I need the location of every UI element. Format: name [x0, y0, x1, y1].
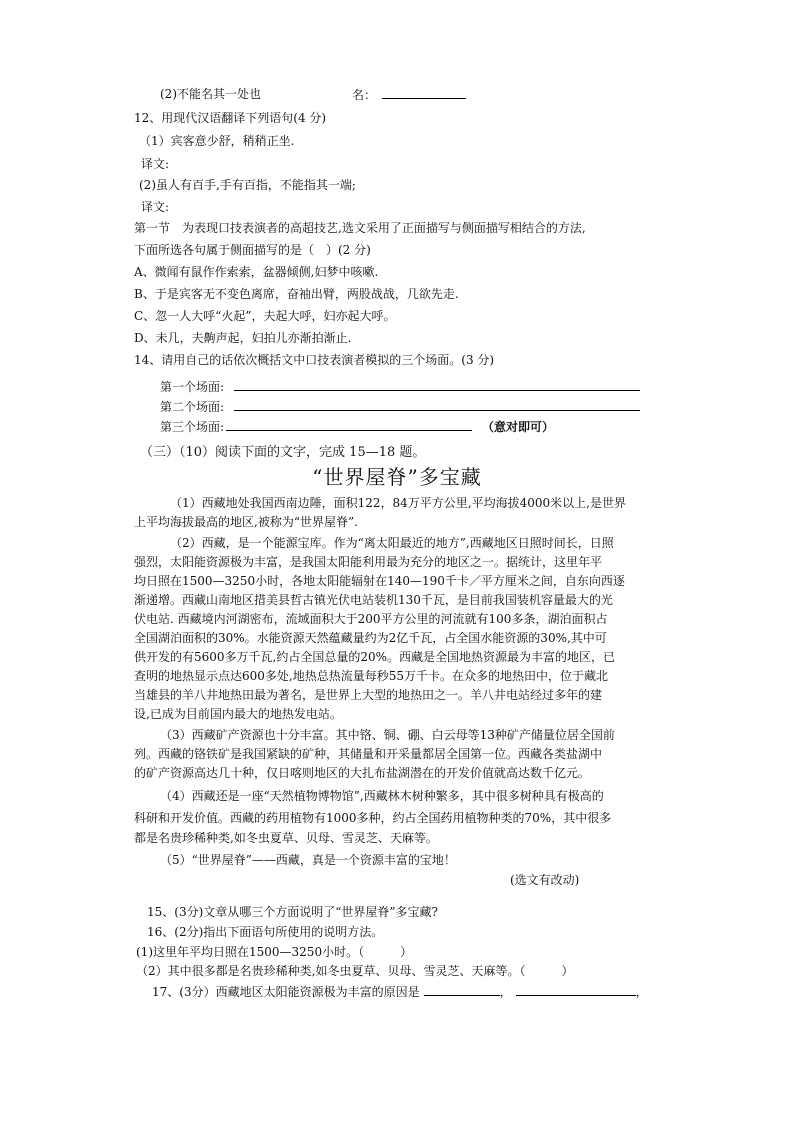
q16-stem: 16、(2分)指出下面语句所使用的说明方法。	[147, 925, 384, 939]
q13-option-d: D、未几，夫齁声起，妇拍儿亦渐拍渐止.	[134, 331, 352, 345]
q14-scene-3-label: 第三个场面:	[160, 420, 225, 434]
article-p2-line: 当雄县的羊八井地热田最为著名，是世界上大型的地热田之一。羊八井电站经过多年的建	[134, 688, 603, 702]
q13-option-b: B、于是宾客无不变色离席，奋袖出臂，两股战战，几欲先走.	[134, 287, 459, 301]
q13-stem-line1: 第一节 为表现口技表演者的高超技艺,选文采用了正面描写与侧面描写相结合的方法,	[134, 221, 586, 235]
article-p1-line: （1）西藏地处我国西南边陲，面积122，84万平方公里,平均海拔4000米以上,是世界	[170, 496, 626, 510]
article-p2-line: 均日照在1500—3250小时，各地太阳能辐射在140—190千卡／平方厘米之间，自东向西逐	[134, 574, 625, 588]
article-p1-line: 上平均海拔最高的地区,被称为“世界屋脊”.	[134, 515, 358, 529]
q12-sentence-2: (2)虽人有百手,手有百指，不能指其一端;	[139, 178, 356, 192]
q17-stem: 17、(3分）西藏地区太阳能资源极为丰富的原因是	[152, 985, 420, 999]
q12-translation-2: 译文:	[141, 200, 170, 214]
q11-name	[352, 86, 466, 103]
article-p4-line: 科研和开发价值。西藏的药用植物有1000多种，约占全国药用植物种类的70%，其中很多	[134, 811, 612, 825]
article-p3-line: 列。西藏的铬铁矿是我国紧缺的矿种，其储量和开采量都居全国第一位。西藏各类盐湖中	[134, 747, 603, 761]
q14-scene-1-label: 第一个场面:	[160, 380, 225, 394]
q13-option-c: C、忽一人大呼“火起”，夫起大呼，妇亦起大呼。	[134, 309, 396, 323]
article-p3-line: 的矿产资源高达几十种，仅日喀则地区的大扎布盐湖潜在的开发价值就高达数千亿元。	[134, 766, 591, 780]
q17	[152, 983, 648, 1000]
q14-scene-3	[160, 418, 554, 435]
q12-stem: 12、用现代汉语翻译下列语句(4 分)	[134, 111, 327, 125]
q14-scene-2	[160, 398, 640, 415]
article-p2-line: （2）西藏，是一个能源宝库。作为“离太阳最近的地方”,西藏地区日照时间长，日照	[170, 536, 614, 550]
q14-stem: 14、请用自己的话依次概括文中口技表演者模拟的三个场面。(3 分)	[134, 353, 495, 367]
q12-translation-1: 译文:	[141, 157, 170, 171]
q13-option-a: A、微闻有鼠作作索索，盆器倾侧,妇梦中咳嗽.	[134, 265, 379, 279]
q16-item-2: （2）其中很多都是名贵珍稀种类,如冬虫夏草、贝母、雪灵芝、天麻等。（ ）	[136, 964, 574, 978]
q14-scene-1-blank[interactable]	[234, 378, 640, 391]
q11-item	[160, 86, 261, 102]
q12-sentence-1: （1）宾客意少舒，稍稍正坐.	[139, 134, 295, 148]
article-p2-line: 全国湖泊面积的30%。水能资源天然蕴藏量约为2亿千瓦，占全国水能资源的30%,其中可	[134, 631, 607, 645]
article-p2-line: 查明的地热显示点达600多处,地热总热流量每秒55万千卡。在众多的地热田中，位于藏北	[134, 669, 608, 683]
q11-name-label: 名：	[352, 88, 377, 102]
article-p2-line: 渐递增。西藏山南地区措美县哲古镇光伏电站装机130千瓦，是目前我国装机容量最大的光	[134, 593, 613, 607]
article-p3-line: （3）西藏矿产资源也十分丰富。其中铬、铜、硼、白云母等13种矿产储量位居全国前	[160, 728, 615, 742]
q16-item-1: (1)这里年平均日照在1500—3250小时。（ ）	[136, 945, 413, 959]
q14-scene-1	[160, 378, 640, 395]
q14-scene-2-blank[interactable]	[234, 398, 640, 411]
article-p2-line: 设,已成为目前国内最大的地热发电站。	[134, 707, 342, 721]
section-3-heading: （三）（10）阅读下面的文字，完成 15—18 题。	[140, 445, 426, 460]
q14-note: （意对即可）	[482, 420, 555, 434]
article-p4-line: （4）西藏还是一座“天然植物博物馆”,西藏林木树种繁多，其中很多树种具有极高的	[160, 789, 604, 803]
article-p2-line: 强烈，太阳能资源极为丰富，是我国太阳能利用最为充分的地区之一。据统计，这里年平	[134, 555, 603, 569]
article-p4-line: 都是名贵珍稀种类,如冬虫夏草、贝母、雪灵芝、天麻等。	[134, 831, 438, 845]
q14-scene-2-label: 第二个场面:	[160, 400, 225, 414]
q11-text: (2)不能名其一处也	[160, 87, 261, 101]
article-p2-line: 伏电站. 西藏境内河湖密布，流域面积大于200平方公里的河流就有100多条，湖泊面积占	[134, 612, 608, 626]
q17-separator-1: ，	[499, 985, 512, 999]
q14-scene-3-blank[interactable]	[226, 418, 472, 431]
q13-stem-line2: 下面所选各句属于侧面描写的是（ ）(2 分)	[134, 243, 371, 257]
article-source: (选文有改动)	[510, 873, 580, 887]
q15-stem: 15、(3分)文章从哪三个方面说明了“世界屋脊”多宝藏?	[147, 905, 438, 919]
q17-blank-1[interactable]	[424, 983, 500, 996]
q17-separator-2: ，	[635, 985, 648, 999]
article-p5: （5）“世界屋脊”——西藏，真是一个资源丰富的宝地！	[160, 853, 456, 867]
article-p2-line: 供开发的有5600多万千瓦,约占全国总量的20%。西藏是全国地热资源最为丰富的地区，已	[134, 650, 616, 664]
article-title: “世界屋脊”多宝藏	[312, 465, 482, 489]
q17-blank-2[interactable]	[516, 983, 636, 996]
q11-answer-blank[interactable]	[382, 86, 466, 99]
